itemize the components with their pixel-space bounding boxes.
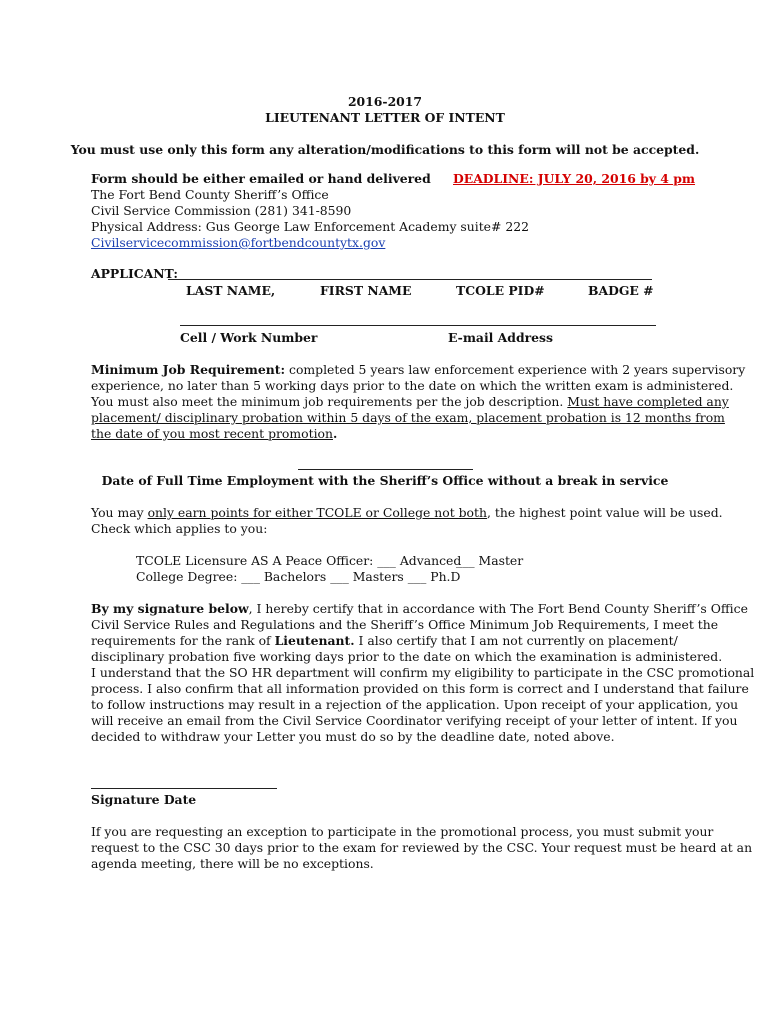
applicant-input-line[interactable] [168, 279, 652, 280]
commission-email-link[interactable]: Civilservicecommission@fortbendcountytx.gov [91, 235, 386, 250]
exception-line-2: request to the CSC 30 days prior to the exam for reviewed by the CSC. Your request must be heard at an [91, 840, 753, 855]
tcole-licensure-option[interactable]: TCOLE Licensure AS A Peace Officer: ___ Advanced [136, 553, 462, 568]
requirement-probation-middle: placement/ disciplinary probation within 5 days of the exam, placement probation is 12 months from [91, 410, 725, 425]
certification-paragraph [91, 601, 755, 745]
employment-date-label: Date of Full Time Employment with the Sheriff’s Office without a break in service [101, 473, 669, 488]
certification-line-7: to follow instructions may result in a rejection of the application. Upon receipt of your application, you [91, 697, 739, 712]
points-paragraph [91, 505, 723, 537]
requirement-line-1: completed 5 years law enforcement experience with 2 years supervisory [285, 362, 746, 377]
tcole-pid-label: TCOLE PID# [456, 283, 545, 298]
points-line-start: You may [91, 505, 148, 520]
requirement-period: . [332, 426, 338, 441]
commission-phone: Civil Service Commission (281) 341-8590 [91, 203, 352, 218]
certification-line-3: requirements for the rank of [91, 633, 275, 648]
deadline-notice: DEADLINE: JULY 20, 2016 by 4 pm [453, 171, 696, 186]
email-address-label: E-mail Address [448, 330, 553, 345]
form-year: 2016-2017 [347, 94, 423, 109]
delivery-instruction: Form should be either emailed or hand delivered [91, 171, 431, 186]
signature-line[interactable] [91, 788, 277, 789]
college-degree-option[interactable]: College Degree: ___ Bachelors ___ Masters ___ Ph.D [136, 569, 461, 584]
certification-line-5: I understand that the SO HR department will confirm my eligibility to participate in the CSC promotional [91, 665, 755, 680]
requirement-label: Minimum Job Requirement: [91, 362, 286, 377]
points-rule: only earn points for either TCOLE or College not both [147, 505, 487, 520]
certification-line-8: will receive an email from the Civil Service Coordinator verifying receipt of your letter of intent. If you [91, 713, 738, 728]
certification-line-2: Civil Service Rules and Regulations and the Sheriff’s Office Minimum Job Requirements, I meet the [91, 617, 719, 632]
tcole-master-option[interactable]: ___ Master [456, 553, 524, 568]
certification-line-9: decided to withdraw your Letter you must do so by the deadline date, noted above. [91, 729, 615, 744]
physical-address: Physical Address: Gus George Law Enforcement Academy suite# 222 [91, 219, 529, 234]
office-name: The Fort Bend County Sheriff’s Office [91, 187, 329, 202]
employment-date-line[interactable] [298, 469, 473, 470]
form-title: LIEUTENANT LETTER OF INTENT [265, 110, 505, 125]
contact-input-line[interactable] [180, 325, 656, 326]
first-name-label: FIRST NAME [320, 283, 412, 298]
badge-label: BADGE # [588, 283, 654, 298]
requirement-line-2: experience, no later than 5 working days prior to the date on which the written exam is administered. [91, 378, 734, 393]
signature-date-label: Signature Date [91, 792, 197, 807]
requirement-probation-end: the date of you most recent promotion [91, 426, 333, 441]
points-check-instruction: Check which applies to you: [91, 521, 268, 536]
rank-name: Lieutenant. [274, 633, 355, 648]
certification-line-1: , I hereby certify that in accordance with The Fort Bend County Sheriff’s Office [248, 601, 748, 616]
requirement-paragraph [91, 362, 746, 442]
points-line-end: , the highest point value will be used. [486, 505, 723, 520]
exception-line-1: If you are requesting an exception to participate in the promotional process, you must submit your [91, 824, 714, 839]
applicant-label: APPLICANT: [91, 266, 178, 281]
cell-work-label: Cell / Work Number [180, 330, 318, 345]
requirement-probation-start: Must have completed any [567, 394, 729, 409]
requirement-line-3: You must also meet the minimum job requirements per the job description. [91, 394, 568, 409]
exception-paragraph [91, 824, 753, 872]
last-name-label: LAST NAME, [186, 283, 276, 298]
form-warning: You must use only this form any alteration/modifications to this form will not be accepted. [70, 142, 700, 157]
exception-line-3: agenda meeting, there will be no exceptions. [91, 856, 374, 871]
certification-line-3-end: I also certify that I am not currently on placement/ [354, 633, 678, 648]
certification-line-4: disciplinary probation five working days prior to the date on which the examination is administered. [91, 649, 723, 664]
certification-line-6: process. I also confirm that all information provided on this form is correct and I understand that failure [91, 681, 749, 696]
certification-lead: By my signature below [91, 601, 249, 616]
